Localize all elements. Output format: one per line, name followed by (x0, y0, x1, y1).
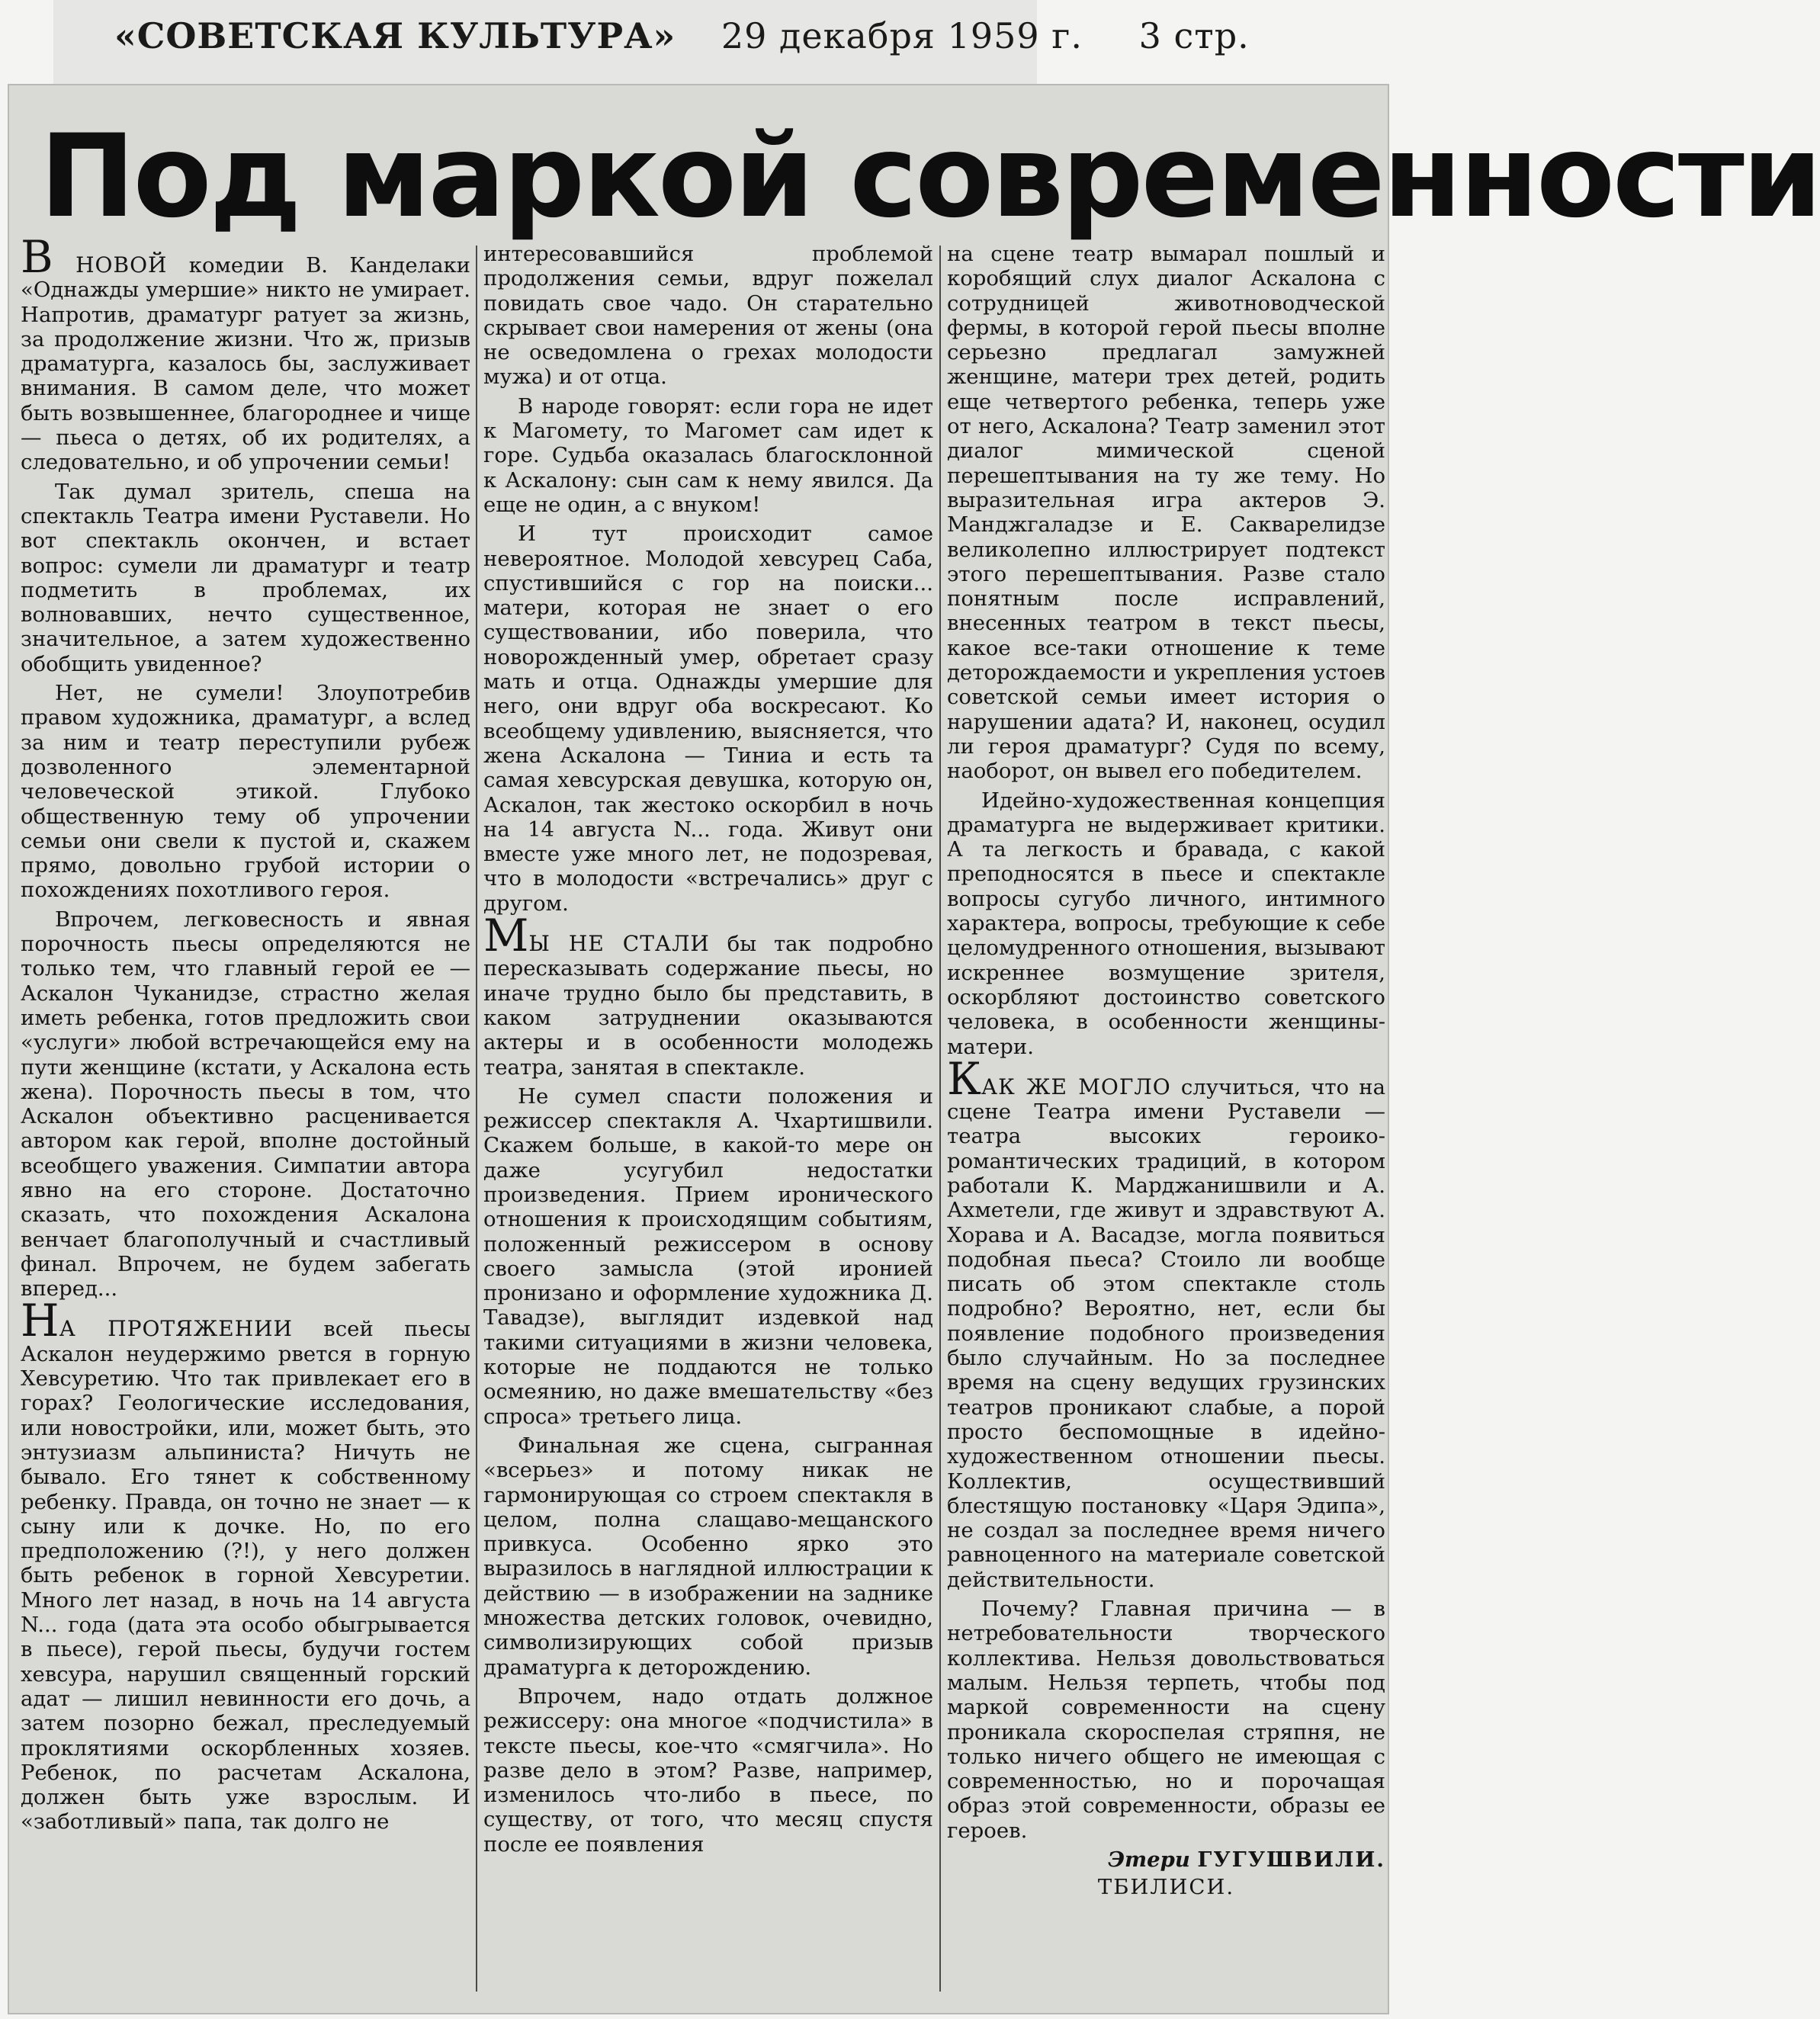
author-first-name: Этери (1108, 1847, 1198, 1872)
article-column-1 (21, 231, 470, 2003)
paragraph: интересовавшийся проблемой продолжения семьи, вдруг пожелал повидать свое чадо. Он старательно скрывает свои намерения от жены (она не осведомлена о грехах молодости мужа) и от отца. (483, 242, 933, 390)
newspaper-name: «СОВЕТСКАЯ КУЛЬТУРА» (114, 15, 676, 56)
paragraph: Впрочем, надо отдать должное режиссеру: она многое «подчистила» в тексте пьесы, кое-что «смягчила». Но разве дело в этом? Разве, например, изменилось что-либо в пьесе, по существу, от того, что месяц спустя после ее появления (483, 1684, 933, 1857)
paragraph (21, 1295, 470, 1834)
paragraph: Идейно-художественная концепция драматурга не выдерживает критики. А та легкость и бравада, с какой преподносятся в пьесе и спектакле вопросы сугубо личного, интимного характера, вопросы, требующие к себе целомудренного отношения, вызывают искреннее возмущение зрителя, оскорбляют достоинство советского человека, в особенности женщины-матери. (947, 788, 1385, 1059)
paragraph: Впрочем, легковесность и явная порочность пьесы определяются не только тем, что главный герой ее — Аскалон Чуканидзе, страстно желая иметь ребенка, готов предложить свои «услуги» любой встречающейся ему на пути женщине (кстати, у Аскалона есть жена). Порочность пьесы в том, что Аскалон объективно расценивается автором как герой, вполне достойный всеобщего уважения. Симпатии автора явно на его стороне. Достаточно сказать, что похождения Аскалона венчает благополучный и счастливый финал. Впрочем, не будем забегать вперед... (21, 907, 470, 1302)
paragraph (947, 1052, 1386, 1592)
author-signature (947, 1847, 1385, 1872)
lead-word: А ПРОТЯЖЕНИИ (59, 1316, 293, 1342)
column-rule (939, 246, 941, 1992)
paragraph (483, 910, 933, 1080)
paragraph-text: бы так подробно пересказывать содержание пьесы, но иначе трудно было бы представить, в каком затруднении оказываются актеры и в особенности молодежь театра, занятая в спектакле. (483, 932, 933, 1080)
paragraph: Финальная же сцена, сыгранная «всерьез» и потому никак не гармонирующая со строем спектакля в целом, полна слащаво-мещанского привкуса. Особенно ярко это выразилось в наглядной иллюстрации к действию — в изображении на заднике множества детских головок, очевидно, символизирующих собой призыв драматурга к деторождению. (483, 1433, 933, 1680)
article-column-2 (483, 242, 933, 2003)
initial-letter: Н (21, 1295, 59, 1347)
author-last-name: ГУГУШВИЛИ. (1197, 1847, 1385, 1872)
dateline-city: ТБИЛИСИ. (1097, 1875, 1235, 1900)
page-number: 3 стр. (1138, 15, 1250, 56)
paragraph: В народе говорят: если гора не идет к Магомету, то Магомет сам идет к горе. Судьба оказалась благосклонной к Аскалону: сын сам к нему явился. Да еще не один, а с внуком! (483, 393, 933, 517)
paragraph: Не сумел спасти положения и режиссер спектакля А. Чхартишвили. Скажем больше, в какой-то мере он даже усугубил недостатки произведения. Прием иронического отношения к происходящим событиям, положенный режиссером в основу своего замысла (этой иронией пронизано и оформление художника Д. Тавадзе), выглядит издевкой над такими ситуациями в жизни человека, которые не поддаются не только осмеянию, но даже вмешательству «без спроса» третьего лица. (483, 1083, 933, 1429)
paragraph: Так думал зритель, спеша на спектакль Театра имени Руставели. Но вот спектакль окончен, и встает вопрос: сумели ли драматург и театр подметить в проблемах, их волновавших, нечто существенное, значительное, а затем художественно обобщить увиденное? (21, 479, 470, 676)
masthead (114, 15, 1250, 76)
lead-word: НОВОЙ (53, 252, 168, 278)
article-column-3 (947, 242, 1385, 2003)
initial-letter: К (947, 1052, 981, 1105)
paragraph (21, 231, 470, 475)
paragraph-text: случиться, что на сцене Театра имени Руставели — театра высоких героико-романтических традиций, в котором работали К. Марджанишвили и А. Ахметели, где живут и здравствуют А. Хорава и А. Васадзе, могла появиться подобная пьеса? Стоило ли вообще писать об этом спектакле столь подробно? Вероятно, нет, если бы появление подобного произведения было случайным. Но за последнее время на сцену ведущих грузинских театров проникают слабые, а порой просто беспомощные в идейно-художественном отношении пьесы. Коллектив, осуществивший блестящую постановку «Царя Эдипа», не создал за последнее время ничего равноценного на материале советской действительности. (947, 1074, 1386, 1592)
initial-letter: В (21, 231, 53, 283)
paragraph: Почему? Главная причина — в нетребовательности творческого коллектива. Нельзя довольствоваться малым. Нельзя терпеть, чтобы под маркой современности на сцену проникала скороспелая стряпня, не только ничего общего не имеющая с современностью, но и порочащая образ этой современности, образы ее героев. (947, 1597, 1385, 1843)
paragraph-text: всей пьесы Аскалон неудержимо рвется в горную Хевсуретию. Что так привлекает его в горах? Геологические исследования, или новостройки, или, может быть, это энтузиазм альпиниста? Ничуть не бывало. Его тянет к собственному ребенку. Правда, он точно не знает — к сыну или к дочке. Но, по его предположению (?!), у него должен быть ребенок в горной Хевсуретии. Много лет назад, в ночь на 14 августа N... года (дата эта особо обыгрывается в пьесе), герой пьесы, будучи гостем хевсура, нарушил священный горский адат — лишил невинности его дочь, а затем позорно бежал, преследуемый проклятиями оскорбленных хозяев. Ребенок, по расчетам Аскалона, должен быть уже взрослым. И «заботливый» папа, так долго не (21, 1317, 470, 1834)
lead-word: Ы НЕ СТАЛИ (528, 931, 710, 957)
paragraph-text: комедии В. Канделаки «Однажды умершие» никто не умирает. Напротив, драматург ратует за жизнь, за продолжение жизни. Что ж, призыв драматурга, казалось бы, заслуживает внимания. В самом деле, что может быть возвышеннее, благороднее и чище — пьеса о детях, об их родителях, а следовательно, и об упрочении семьи! (21, 253, 470, 475)
paragraph: И тут происходит самое невероятное. Молодой хевсурец Саба, спустившийся с гор на поиски... матери, которая не знает о его существовании, ибо поверила, что новорожденный умер, обретает сразу мать и отца. Однажды умершие для него, они вдруг оба воскресают. Ко всеобщему удивлению, выясняется, что жена Аскалона — Тиниа и есть та самая хевсурская девушка, которую он, Аскалон, так жестоко оскорбил в ночь на 14 августа N... года. Живут они вместе уже много лет, не подозревая, что в молодости «встречались» друг с другом. (483, 522, 933, 916)
lead-word: АК ЖЕ МОГЛО (981, 1074, 1171, 1099)
paragraph: на сцене театр вымарал пошлый и коробящий слух диалог Аскалона с сотрудницей животноводческой фермы, в которой герой пьесы вполне серьезно предлагал замужней женщине, матери трех детей, родить еще четвертого ребенка, теперь уже от него, Аскалона? Театр заменил этот диалог мимической сценой перешептывания на ту же тему. Но выразительная игра актеров Э. Манджгаладзе и Е. Сакварелидзе великолепно иллюстрирует подтекст этого перешептывания. Разве стало понятным после исправлений, внесенных театром в текст пьесы, какое все-таки отношение к теме деторождаемости и укрепления устоев советской семьи имеет история о нарушении адата? И, наконец, осудил ли героя драматург? Судя по всему, наоборот, он вывел его победителем. (947, 242, 1385, 784)
paragraph: Нет, не сумели! Злоупотребив правом художника, драматург, а вслед за ним и театр переступили рубеж дозволенного элементарной человеческой этикой. Глубоко общественную тему об упрочении семьи они свели к пустой и, скажем прямо, довольно грубой истории о похождениях похотливого героя. (21, 681, 470, 903)
article-headline: Под маркой современности (40, 111, 1820, 243)
issue-date: 29 декабря 1959 г. (721, 15, 1083, 56)
initial-letter: М (483, 910, 529, 962)
article-clipping (8, 84, 1820, 2014)
column-rule (476, 246, 477, 1992)
